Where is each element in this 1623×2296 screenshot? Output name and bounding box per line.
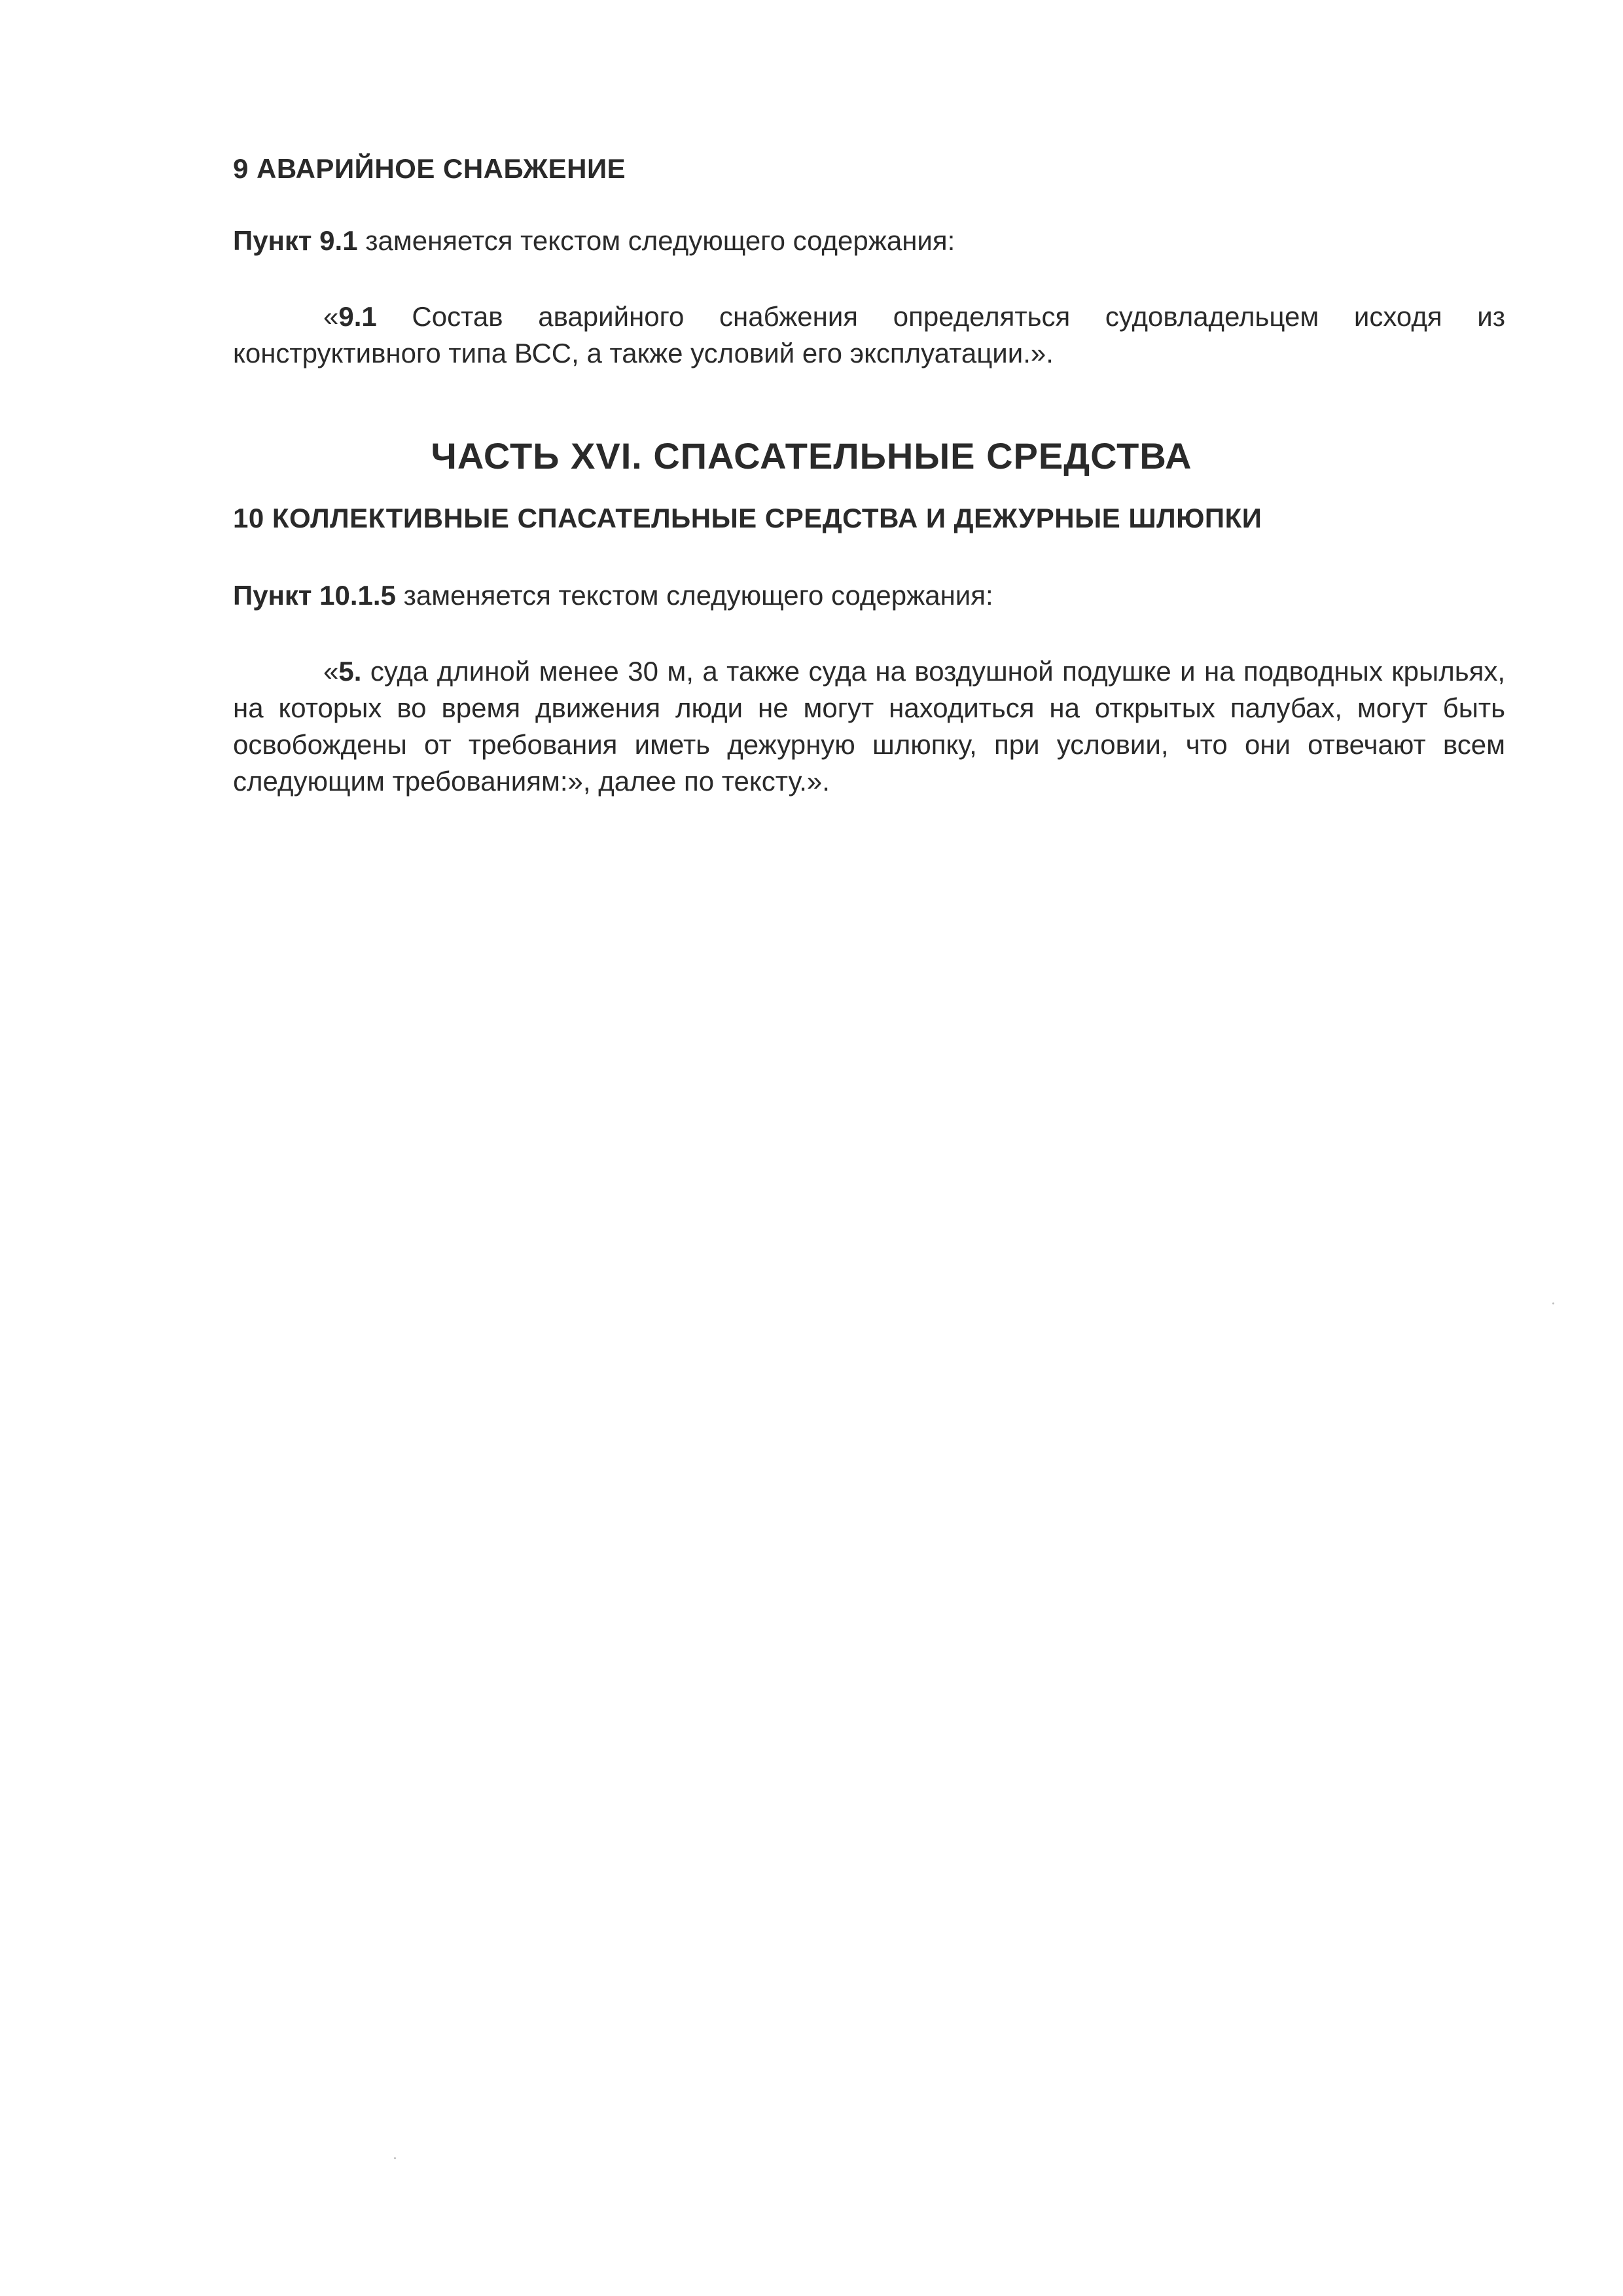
section-10-intro	[233, 577, 1505, 614]
section-10-quote-number: 5.	[338, 656, 362, 687]
scan-speck	[1552, 1302, 1554, 1304]
section-9-quote-open: «	[323, 301, 339, 332]
section-10-intro-bold: Пункт 10.1.5	[233, 580, 396, 611]
part-title: ЧАСТЬ XVI. СПАСАТЕЛЬНЫЕ СРЕДСТВА	[431, 435, 1192, 476]
section-9-quote-text: Состав аварийного снабжения определяться судовладельцем исходя из конструктивного типа ВСС, а также условий его эксплуатации.».	[233, 301, 1505, 368]
section-10-quote	[233, 653, 1505, 800]
section-9-quote	[233, 298, 1505, 372]
section-9-heading: 9 АВАРИЙНОЕ СНАБЖЕНИЕ	[233, 153, 626, 184]
section-9-quote-number: 9.1	[338, 301, 377, 332]
section-10-quote-open: «	[323, 656, 339, 687]
section-10-quote-text: суда длиной менее 30 м, а также суда на воздушной подушке и на подводных крыльях, на которых во время движения люди не могут находиться на открытых палубах, могут быть освобождены от требования иметь дежурную шлюпку, при условии, что они отвечают всем следующим требованиям:», далее по тексту.».	[233, 656, 1505, 797]
section-9-intro-rest: заменяется текстом следующего содержания:	[357, 225, 955, 256]
section-9-intro-bold: Пункт 9.1	[233, 225, 358, 256]
section-10-heading: 10 КОЛЛЕКТИВНЫЕ СПАСАТЕЛЬНЫЕ СРЕДСТВА И ДЕЖУРНЫЕ ШЛЮПКИ	[233, 503, 1262, 533]
section-9-intro	[233, 223, 1505, 259]
scan-speck	[394, 2157, 396, 2159]
section-10-intro-rest: заменяется текстом следующего содержания:	[395, 580, 993, 611]
